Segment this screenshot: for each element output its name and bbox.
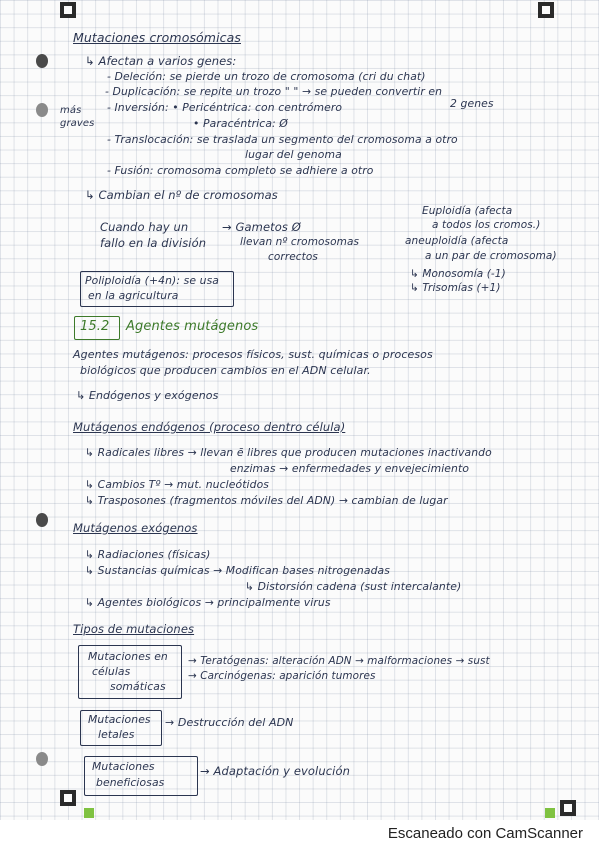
note-line: fallo en la división [100,236,207,250]
note-line: → Gametos Ø [222,220,301,234]
note-line: ↳ Monosomía (-1) [410,268,506,280]
note-line: ↳ Trisomías (+1) [410,282,501,294]
note-line: biológicos que producen cambios en el ADN celular. [80,364,371,377]
note-line: llevan nº cromosomas [240,236,360,248]
note-line: Poliploidía (+4n): se usa [85,274,220,287]
corner-marker-icon [538,2,554,18]
note-line: somáticas [110,680,166,693]
note-line: Mutaciones [92,760,155,773]
note-line: Euploidía (afecta [422,205,513,217]
note-line: ↳ Cambian el nº de cromosomas [85,188,278,202]
note-line: Agentes mutágenos: procesos físicos, sust. químicas o procesos [73,348,433,361]
corner-marker-icon [60,790,76,806]
note-line: → Destrucción del ADN [165,716,294,729]
note-line: beneficiosas [96,776,165,789]
note-line: ↳ Afectan a varios genes: [85,54,237,68]
green-mark-icon [545,808,555,818]
heading-tipos-de-mutaciones: Tipos de mutaciones [73,622,195,636]
note-line: letales [98,728,135,741]
note-line: - Duplicación: se repite un trozo " " → se pueden convertir en [105,85,443,98]
heading-mutagenos-endogenos: Mutágenos endógenos (proceso dentro célula) [73,420,346,434]
note-line: ↳ Agentes biológicos → principalmente virus [85,596,331,609]
note-line: → Adaptación y evolución [200,764,350,778]
note-line: aneuploidía (afecta [405,235,509,247]
heading-mutagenos-exogenos: Mutágenos exógenos [73,521,198,535]
note-line: enzimas → enfermedades y envejecimiento [230,462,470,475]
note-line: a todos los cromos.) [432,219,541,231]
note-line: ↳ Distorsión cadena (sust intercalante) [245,580,462,593]
binder-hole-icon [36,513,48,527]
note-line: - Deleción: se pierde un trozo de cromosoma (cri du chat) [107,70,426,83]
note-line: ↳ Sustancias químicas → Modifican bases nitrogenadas [85,564,390,577]
section-number: 15.2 [80,319,110,334]
note-line: lugar del genoma [245,148,342,161]
note-line: - Translocación: se traslada un segmento del cromosoma a otro [107,133,458,146]
note-line: - Fusión: cromosoma completo se adhiere a otro [107,164,374,177]
note-line: Mutaciones [88,713,151,726]
note-line: ↳ Radiaciones (físicas) [85,548,211,561]
green-mark-icon [84,808,94,818]
binder-hole-icon [36,103,48,117]
corner-marker-icon [560,800,576,816]
note-line: • Paracéntrica: Ø [193,117,288,130]
note-line: correctos [268,251,318,263]
section-title: Agentes mutágenos [126,319,259,334]
note-line: ↳ Endógenos y exógenos [76,389,219,402]
note-line: ↳ Radicales libres → llevan ē libres que producen mutaciones inactivando [85,446,492,459]
note-line: - Inversión: • Pericéntrica: con centrómero [107,101,343,114]
note-line: ↳ Cambios Tº → mut. nucleótidos [85,478,270,491]
note-line: 2 genes [450,97,494,110]
heading-mutaciones-cromosomicas: Mutaciones cromosómicas [73,30,241,45]
note-line: → Teratógenas: alteración ADN → malformaciones → sust [188,655,490,667]
binder-hole-icon [36,752,48,766]
note-line: en la agricultura [88,289,179,302]
note-line: → Carcinógenas: aparición tumores [188,670,376,682]
binder-hole-icon [36,54,48,68]
note-line: ↳ Trasposones (fragmentos móviles del ADN) → cambian de lugar [85,494,448,507]
note-line: más graves [60,105,95,129]
note-line: a un par de cromosoma) [425,250,557,262]
note-line: Mutaciones en [88,650,168,663]
scanner-watermark: Escaneado con CamScanner [387,825,583,842]
corner-marker-icon [60,2,76,18]
note-line: Cuando hay un [100,220,189,234]
note-line: células [92,665,131,678]
